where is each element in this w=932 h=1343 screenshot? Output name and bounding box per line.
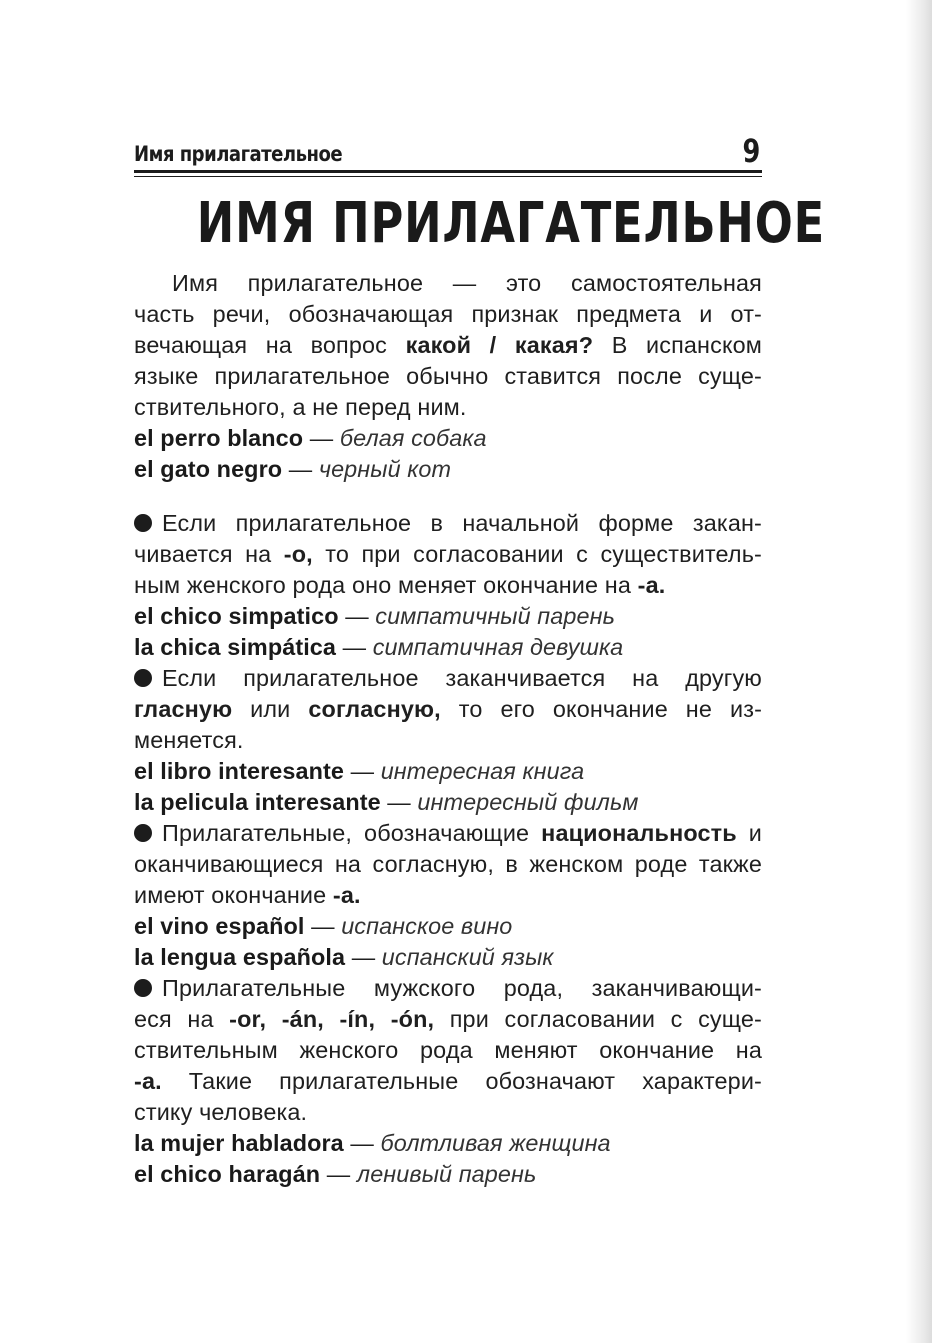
example-line (134, 1159, 762, 1190)
example-translation: симпатичный парень (375, 603, 615, 629)
example-line (134, 454, 762, 485)
example-translation: интересный фильм (417, 789, 639, 815)
example-spanish: la pelicula interesante (134, 789, 381, 815)
rule-line (134, 1004, 762, 1035)
rule-line: стику человека. (134, 1099, 308, 1125)
example-dash: — (320, 1161, 357, 1187)
bullet-icon (134, 669, 152, 687)
rule-paragraph (134, 508, 762, 601)
rule-text: при согласовании с суще- (434, 1006, 762, 1032)
example-translation: испанское вино (341, 913, 513, 939)
example-translation: белая собака (339, 425, 487, 451)
rule-term: согласную, (308, 696, 441, 722)
rule-text: Если прилагательное заканчивается на другую (162, 665, 762, 691)
example-dash: — (282, 456, 319, 482)
rule-ending: -а. (134, 1068, 162, 1094)
rule-ending: -а. (637, 572, 666, 598)
header-rule-thin (134, 176, 762, 177)
rule-text: Прилагательные, обозначающие (162, 820, 542, 846)
intro-text: вечающая на вопрос (134, 332, 406, 358)
example-line (134, 911, 762, 942)
rule-text: Прилагательные мужского рода, заканчивающи- (162, 975, 762, 1001)
rule-line: оканчивающиеся на согласную, в женском роде также (134, 851, 762, 877)
rule-text: еся на (134, 1006, 230, 1032)
example-dash: — (303, 425, 340, 451)
rule-line (134, 663, 762, 694)
example-spanish: el gato negro (134, 456, 283, 482)
example-spanish: el libro interesante (134, 758, 344, 784)
rule-text: и (736, 820, 762, 846)
rule-line (134, 818, 762, 849)
example-translation: интересная книга (380, 758, 585, 784)
example-spanish: la mujer habladora (134, 1130, 344, 1156)
intro-paragraph (134, 268, 762, 423)
example-dash: — (336, 634, 373, 660)
example-translation: черный кот (318, 456, 452, 482)
rule-term: национальность (541, 820, 737, 846)
rule-line (134, 570, 762, 601)
rule-line (134, 973, 762, 1004)
intro-line: языке прилагательное обычно ставится после суще- (134, 363, 762, 389)
rule-line: меняется. (134, 727, 244, 753)
header-rule-thick (134, 170, 762, 173)
example-line (134, 423, 762, 454)
example-line (134, 601, 762, 632)
running-title: Имя прилагательное (134, 142, 343, 166)
example-spanish: la lengua española (134, 944, 346, 970)
intro-text: В испанском (593, 332, 762, 358)
rule-term: гласную (134, 696, 233, 722)
example-dash: — (380, 789, 418, 815)
example-dash: — (338, 603, 376, 629)
rule-line (134, 1066, 762, 1097)
example-spanish: la chica simpática (134, 634, 337, 660)
rule-ending: -а. (332, 882, 361, 908)
example-translation: ленивый парень (356, 1161, 537, 1187)
rule-text: то при согласовании с существитель- (312, 541, 762, 567)
rule-line (134, 880, 762, 911)
example-line (134, 756, 762, 787)
rule-ending: -or, -án, -ín, -ón, (229, 1006, 435, 1032)
intro-line: часть речи, обозначающая признак предмета и от- (134, 301, 762, 327)
page-number: 9 (742, 132, 760, 170)
rule-text: имеют окончание (134, 882, 333, 908)
example-line (134, 632, 762, 663)
example-spanish: el chico haragán (134, 1161, 321, 1187)
example-translation: симпатичная девушка (372, 634, 624, 660)
intro-line (134, 330, 762, 361)
rule-line: ствительным женского рода меняют окончание на (134, 1037, 762, 1063)
rule-paragraph (134, 818, 762, 911)
rule-text: или (232, 696, 309, 722)
intro-line: Имя прилагательное — это самостоятельная (172, 270, 762, 296)
example-spanish: el perro blanco (134, 425, 304, 451)
chapter-heading: ИМЯ ПРИЛАГАТЕЛЬНОЕ (196, 191, 826, 256)
paragraph-gap (134, 485, 762, 508)
example-dash: — (343, 1130, 381, 1156)
example-spanish: el vino español (134, 913, 305, 939)
rule-line (134, 539, 762, 570)
rule-text: то его окончание не из- (440, 696, 763, 722)
example-dash: — (345, 944, 382, 970)
rule-paragraph (134, 973, 762, 1128)
rule-text: Такие прилагательные обозначают характери- (161, 1068, 762, 1094)
rule-paragraph (134, 663, 762, 756)
example-line (134, 942, 762, 973)
example-dash: — (304, 913, 342, 939)
intro-question: какой / какая? (405, 332, 594, 358)
page-edge-shadow (906, 0, 932, 1343)
rule-ending: -о, (283, 541, 313, 567)
rule-text: Если прилагательное в начальной форме закан- (162, 510, 762, 536)
example-spanish: el chico simpatico (134, 603, 339, 629)
body-text (134, 268, 762, 1190)
example-line (134, 1128, 762, 1159)
rule-text: чивается на (134, 541, 284, 567)
example-translation: болтливая женщина (380, 1130, 611, 1156)
example-translation: испанский язык (381, 944, 554, 970)
intro-line: ствительного, а не перед ним. (134, 394, 467, 420)
rule-line (134, 694, 762, 725)
rule-text: ным женского рода оно меняет окончание на (134, 572, 638, 598)
example-line (134, 787, 762, 818)
example-dash: — (343, 758, 381, 784)
bullet-icon (134, 824, 152, 842)
bullet-icon (134, 979, 152, 997)
rule-line (134, 508, 762, 539)
running-header (134, 132, 762, 172)
bullet-icon (134, 514, 152, 532)
